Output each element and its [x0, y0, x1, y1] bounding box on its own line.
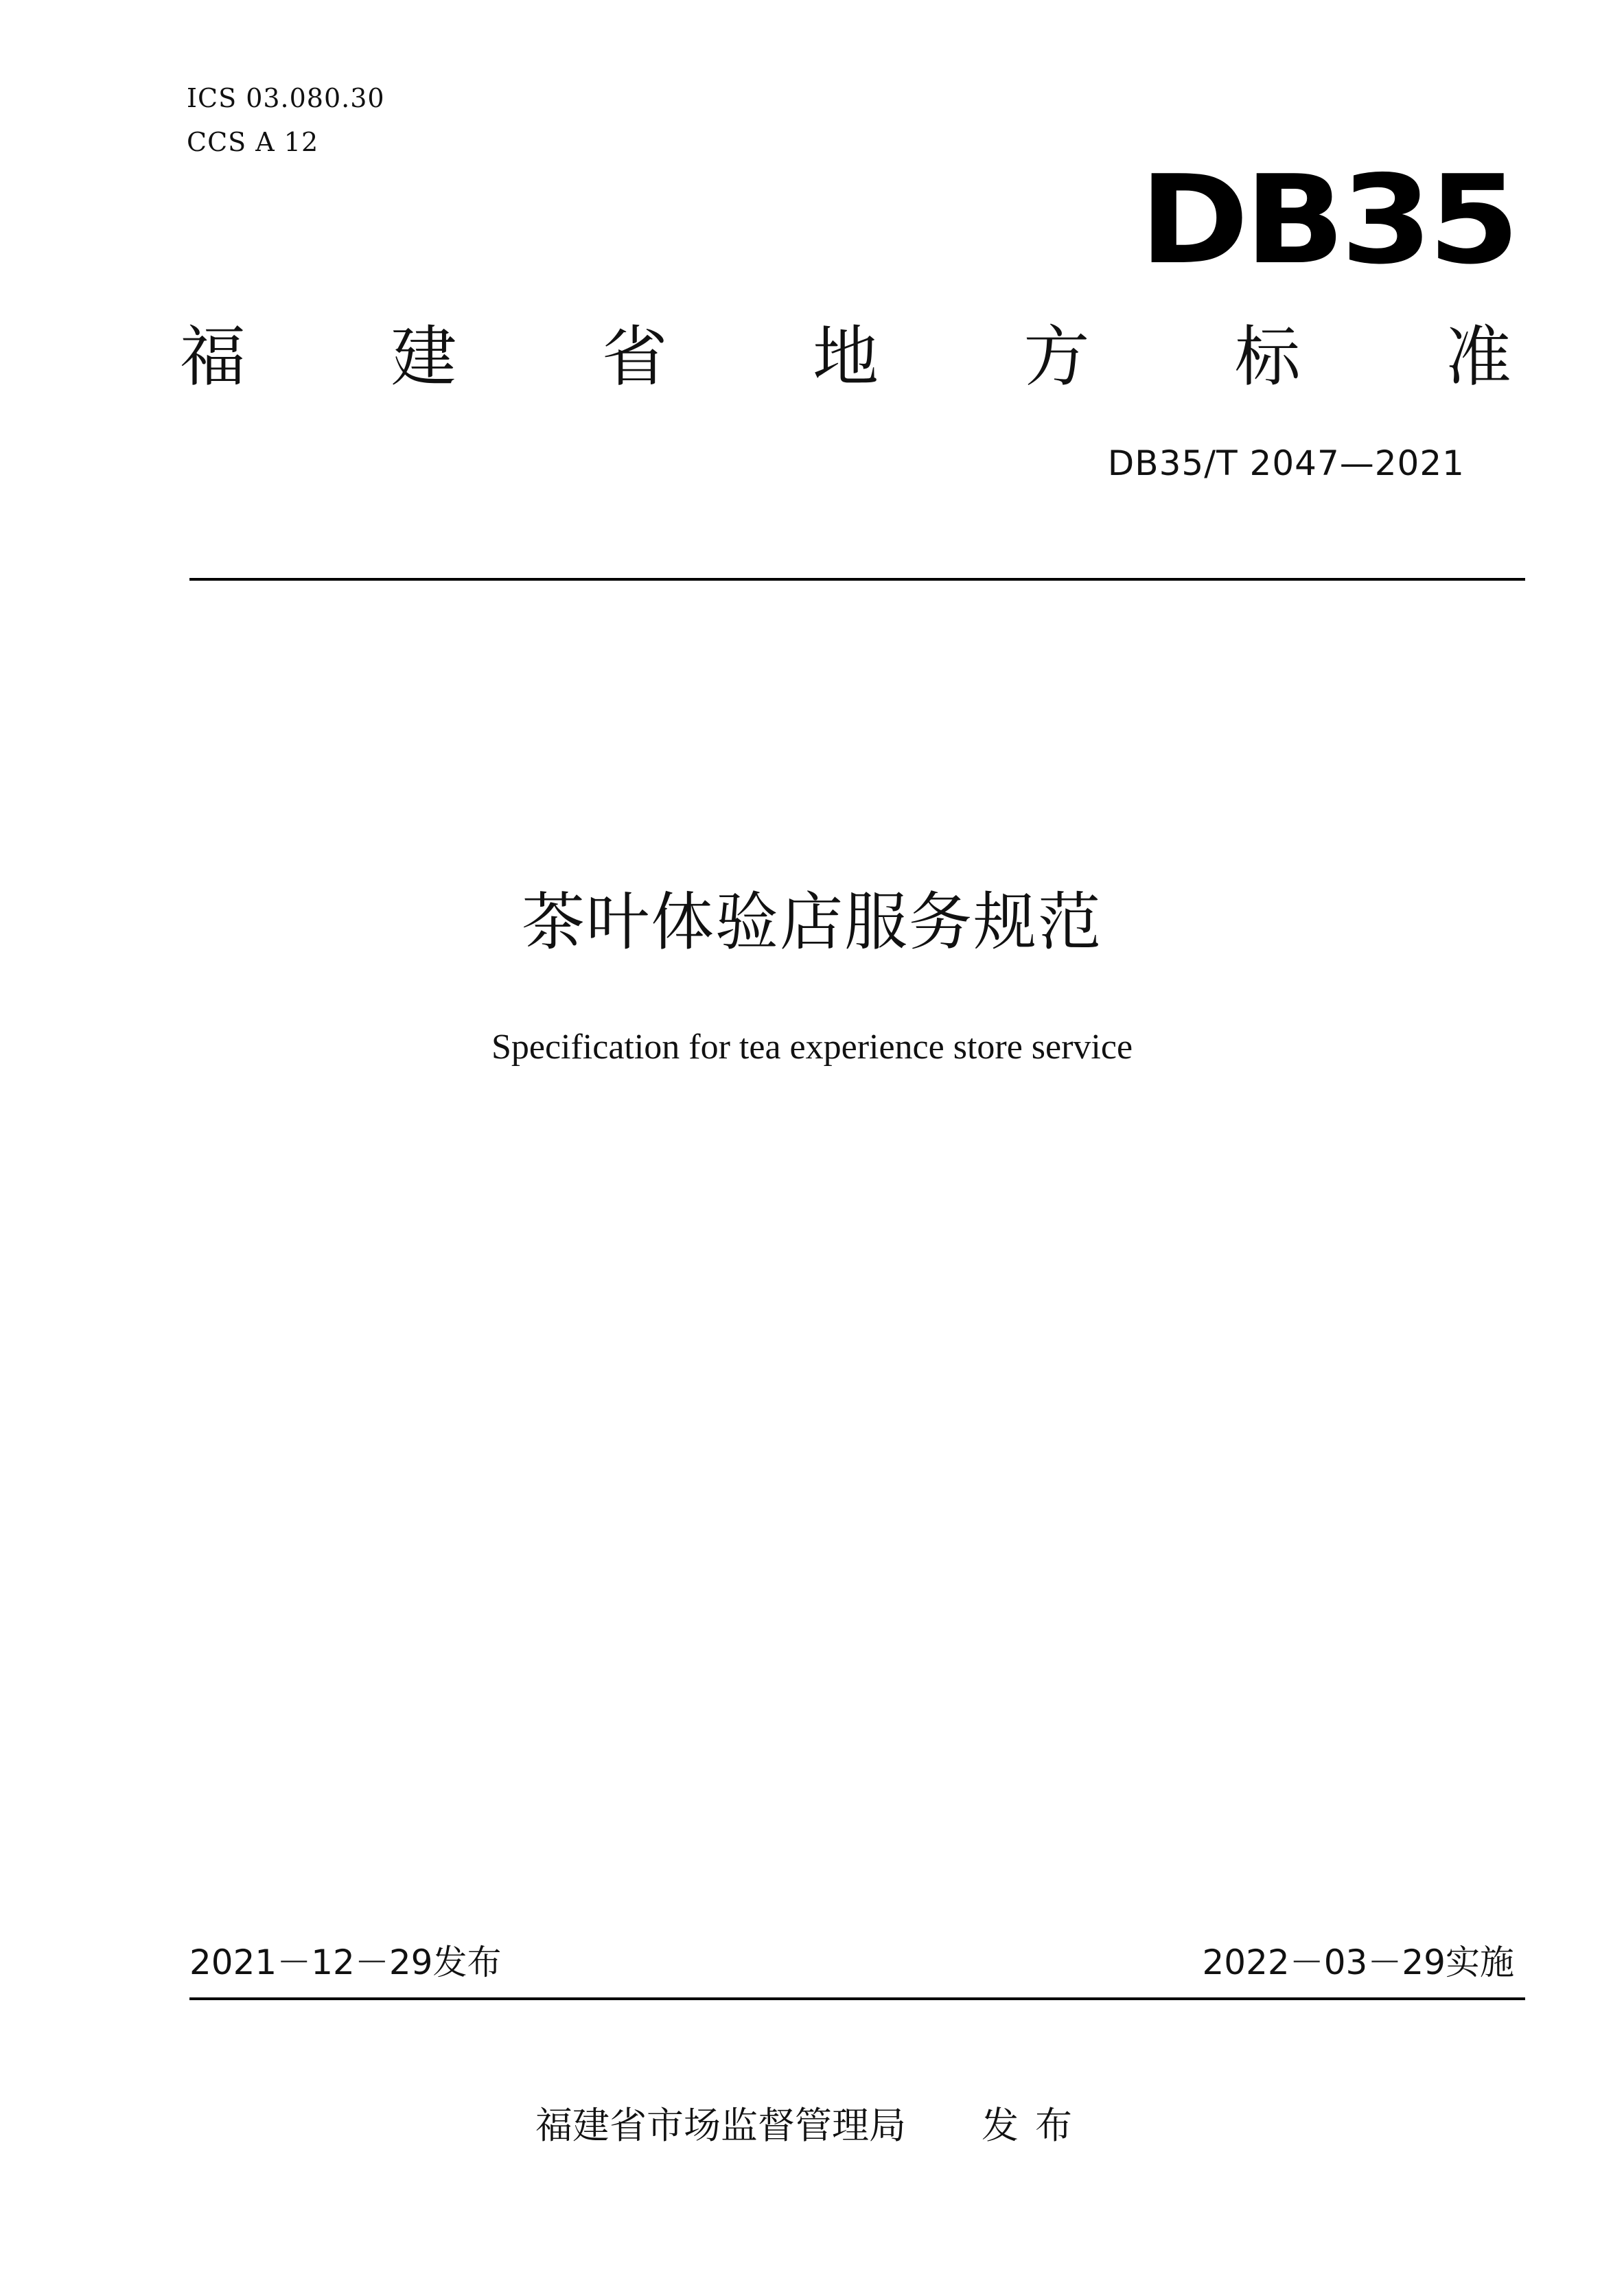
category-char: 准 [1445, 318, 1511, 395]
category-char: 省 [601, 318, 668, 395]
issuer-name: 福建省市场监督管理局 [535, 2104, 906, 2147]
db35-logo: DB35 [1139, 149, 1516, 291]
title-english: Specification for tea experience store service [491, 1028, 1133, 1067]
category-char: 方 [1023, 318, 1090, 395]
effective-date: 2022－03－29实施 [1202, 1943, 1514, 1982]
category-char: 标 [1234, 318, 1301, 395]
category-char: 福 [180, 318, 246, 395]
issuer-action: 发布 [982, 2104, 1089, 2147]
ccs-code: CCS A 12 [187, 127, 319, 157]
issuer-line [0, 2104, 1624, 2147]
standard-category [180, 316, 1511, 398]
title-chinese: 茶叶体验店服务规范 [521, 885, 1102, 959]
top-divider [189, 578, 1525, 581]
category-char: 建 [391, 318, 457, 395]
standard-number: DB35/T 2047—2021 [1107, 443, 1465, 483]
ics-code: ICS 03.080.30 [187, 83, 385, 113]
bottom-divider [189, 1997, 1525, 2000]
category-char: 地 [812, 318, 879, 395]
publish-date: 2021－12－29发布 [189, 1943, 502, 1982]
